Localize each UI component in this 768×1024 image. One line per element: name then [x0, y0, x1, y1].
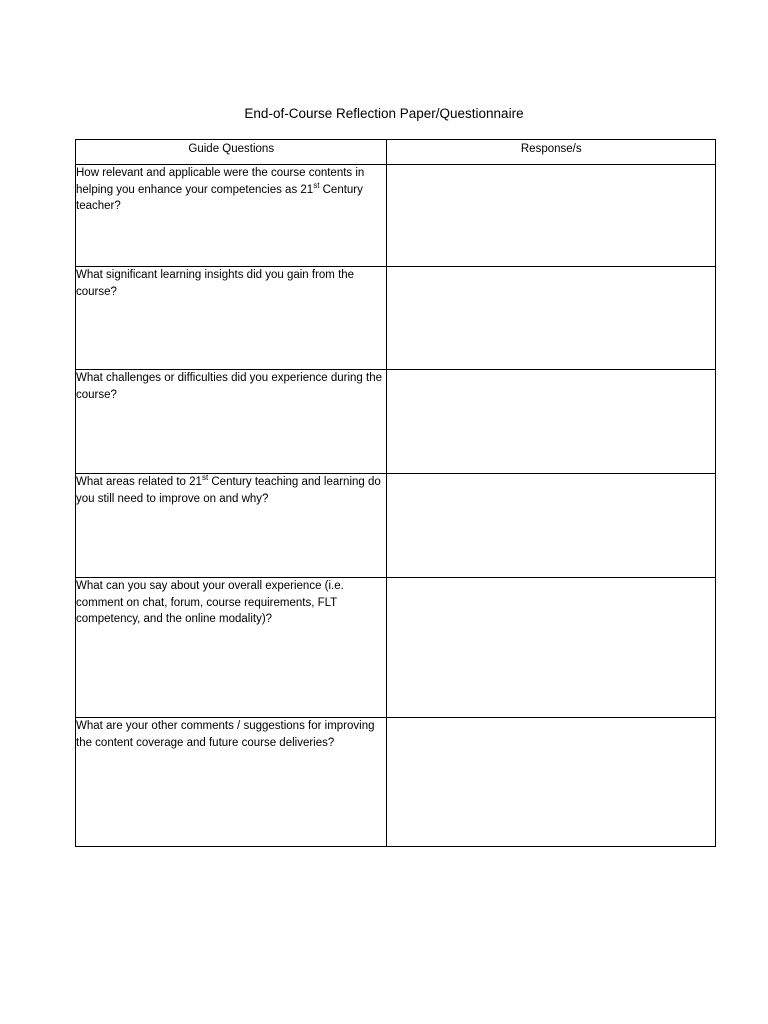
question-row — [76, 474, 716, 578]
question-row — [76, 718, 716, 847]
question-row — [76, 267, 716, 370]
questionnaire-table — [75, 139, 716, 847]
question-row — [76, 578, 716, 718]
document-title: End-of-Course Reflection Paper/Questionnaire — [244, 106, 524, 121]
response-cell[interactable] — [387, 165, 716, 267]
question-row — [76, 370, 716, 474]
question-text: What can you say about your overall experience (i.e. comment on chat, forum, course requirements, FLT competency, and the online modality)? — [76, 580, 344, 625]
question-cell — [76, 165, 387, 267]
response-cell[interactable] — [387, 267, 716, 370]
question-text: What are your other comments / suggestions for improving the content coverage and future course deliveries? — [76, 720, 375, 749]
question-text: How relevant and applicable were the course contents in helping you enhance your competencies as 21st Century teacher? — [76, 167, 365, 212]
responses-header: Response/s — [387, 140, 716, 165]
question-row — [76, 165, 716, 267]
question-cell — [76, 370, 387, 474]
question-cell — [76, 578, 387, 718]
question-cell — [76, 718, 387, 847]
guide-questions-header: Guide Questions — [76, 140, 387, 165]
response-cell[interactable] — [387, 370, 716, 474]
question-text: What areas related to 21st Century teaching and learning do you still need to improve on and why? — [76, 473, 381, 505]
response-cell[interactable] — [387, 718, 716, 847]
question-cell — [76, 474, 387, 578]
table-header-row — [76, 140, 716, 165]
question-text: What significant learning insights did you gain from the course? — [76, 269, 355, 298]
question-cell — [76, 267, 387, 370]
question-text: What challenges or difficulties did you experience during the course? — [76, 372, 382, 401]
response-cell[interactable] — [387, 474, 716, 578]
response-cell[interactable] — [387, 578, 716, 718]
